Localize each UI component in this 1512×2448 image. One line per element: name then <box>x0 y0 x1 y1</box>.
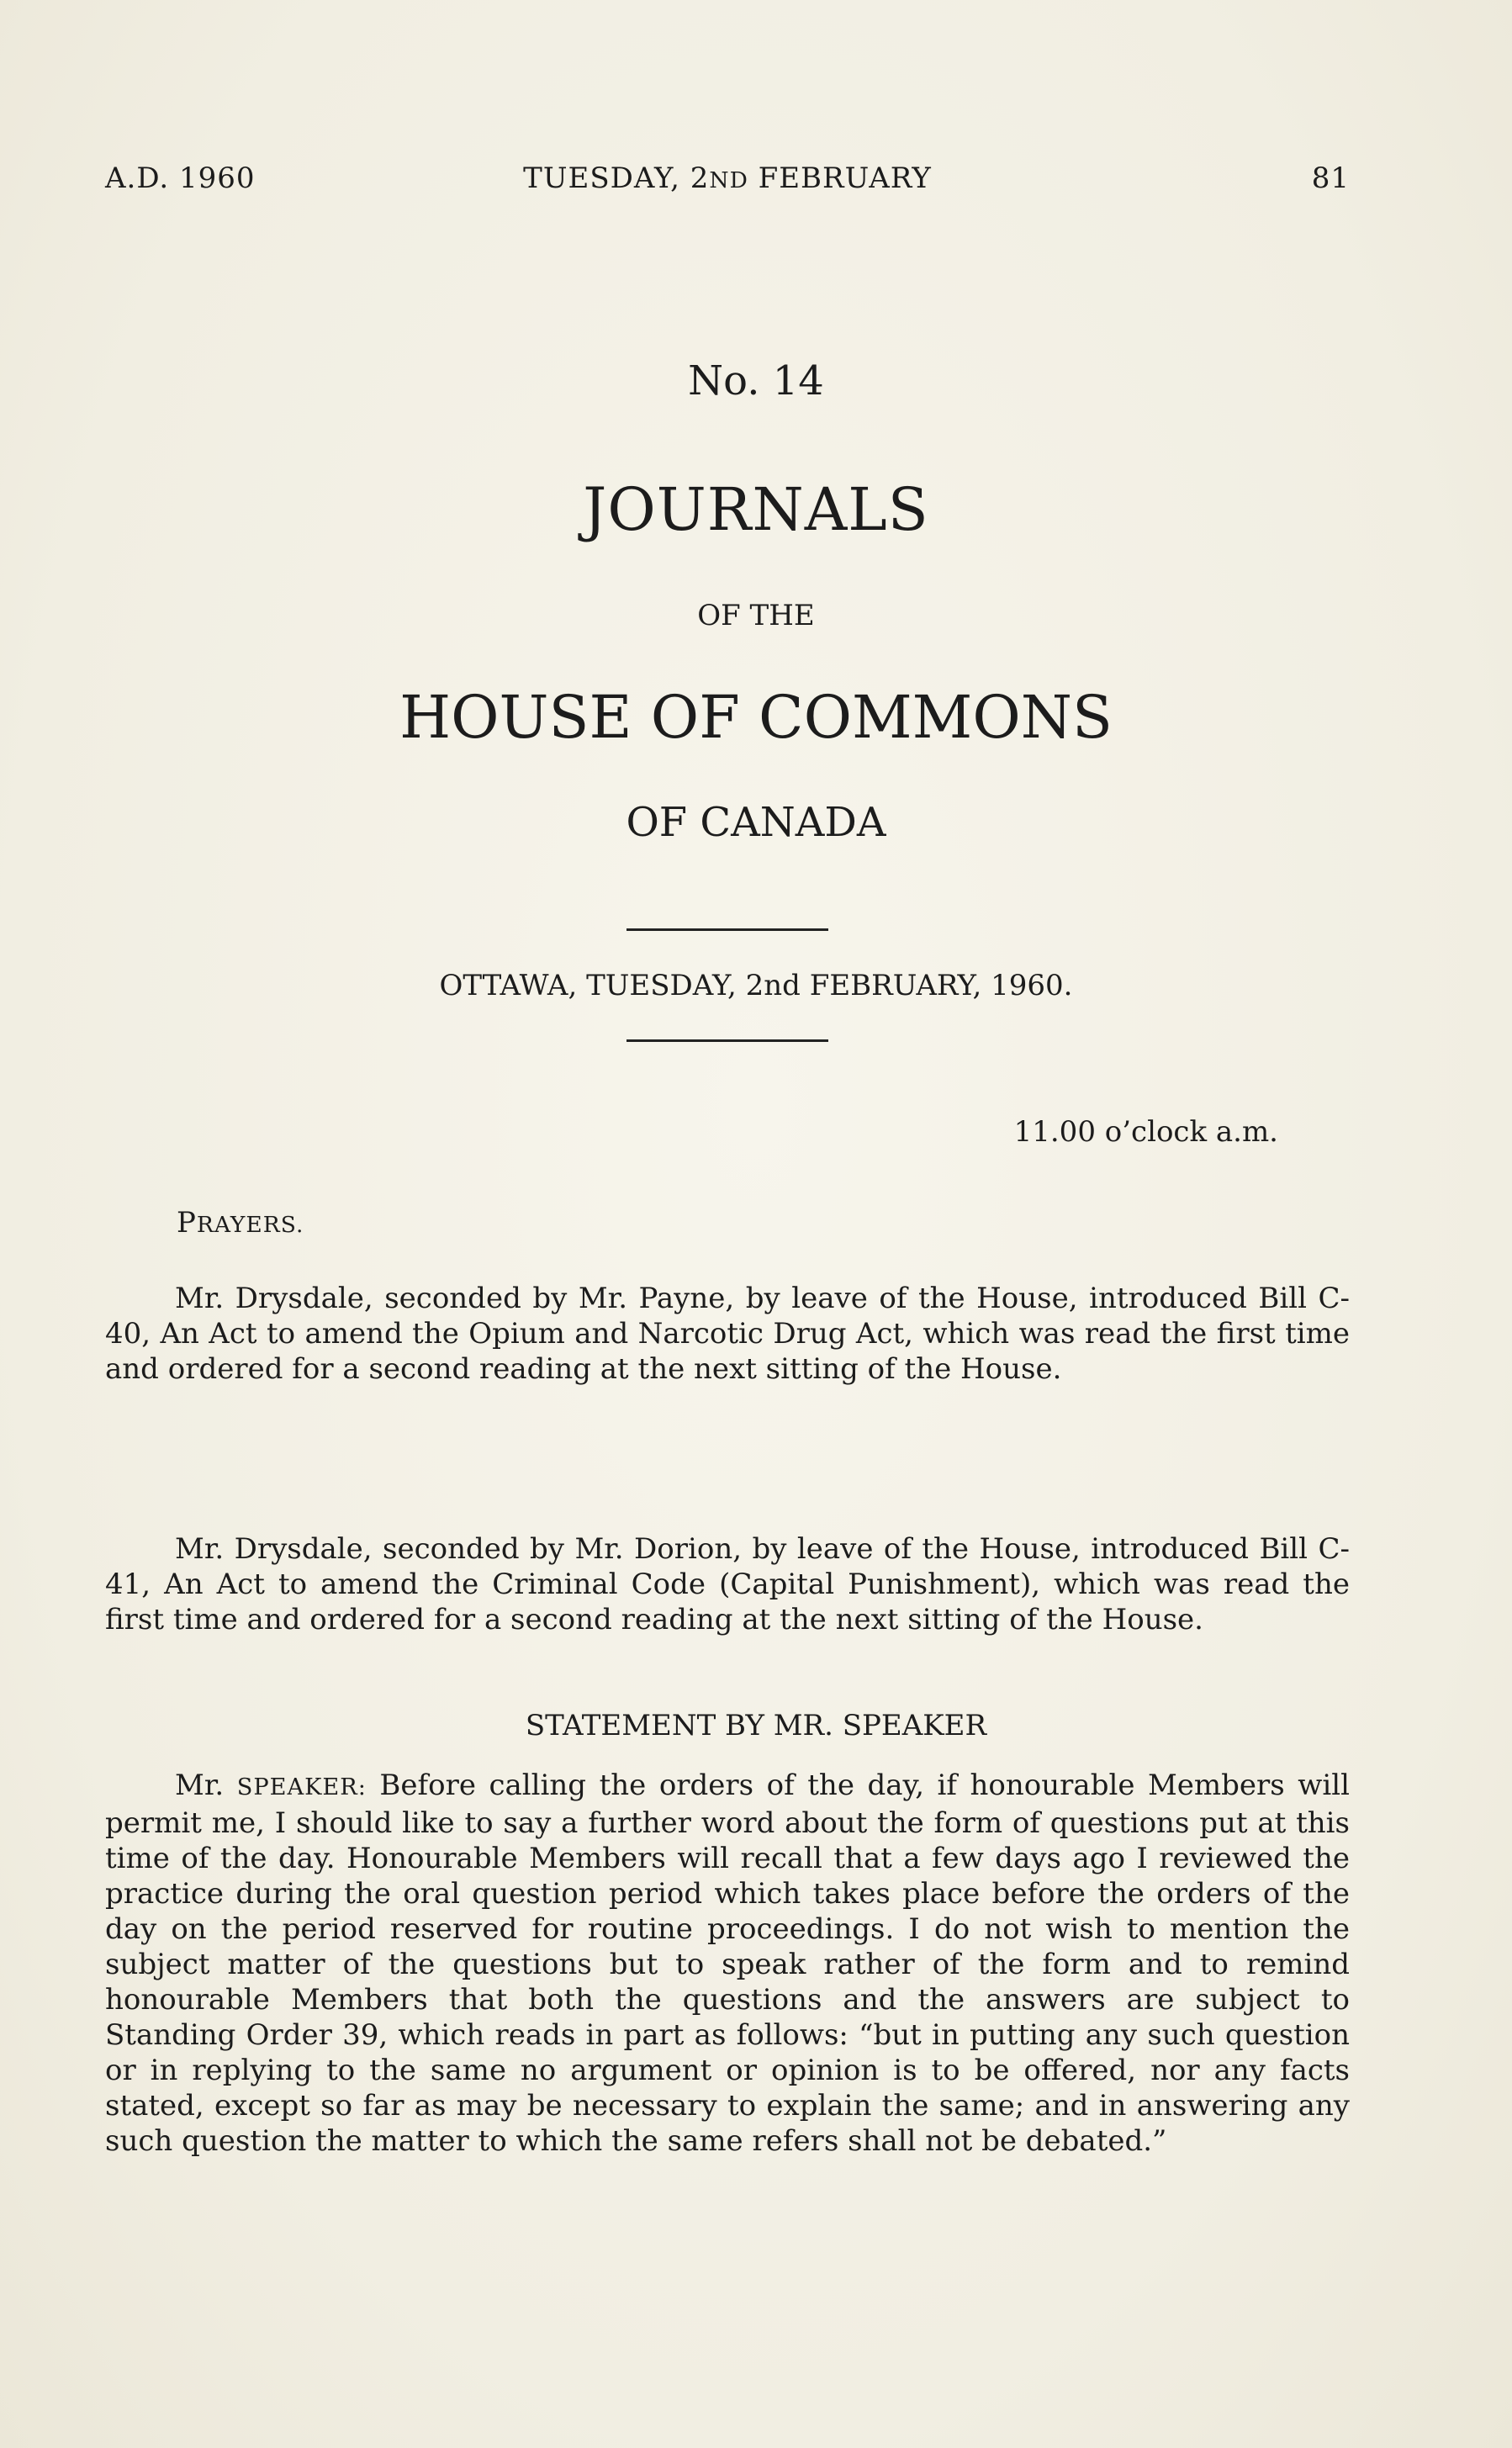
speaker-statement-paragraph <box>105 1768 1350 2159</box>
journals-title: JOURNALS <box>583 475 929 544</box>
running-head-date-ordinal: ND <box>709 167 748 193</box>
sitting-date-line: OTTAWA, TUESDAY, 2nd FEBRUARY, 1960. <box>439 969 1073 1002</box>
divider-rule-top <box>626 928 828 931</box>
speaker-label: SPEAKER: <box>236 1774 367 1800</box>
prayers-heading <box>177 1206 304 1240</box>
speaker-prefix: Mr. <box>175 1769 237 1802</box>
running-head <box>105 161 1350 204</box>
running-head-date-month: FEBRUARY <box>748 161 932 195</box>
page-number: 81 <box>1311 161 1350 195</box>
house-of-commons-title: HOUSE OF COMMONS <box>399 683 1113 752</box>
issue-number: No. 14 <box>688 357 824 404</box>
running-head-year: A.D. 1960 <box>105 161 256 195</box>
divider-rule-bottom <box>626 1039 828 1042</box>
of-the-subtitle: OF THE <box>697 599 815 632</box>
bill-c41-paragraph: Mr. Drysdale, seconded by Mr. Dorion, by leave of the House, introduced Bill C-41, An Act to amend the Criminal Code (Capital Punishment), which was read the first time and ordered for a second reading at the next sitting of the House. <box>105 1532 1350 1636</box>
bill-c40-paragraph: Mr. Drysdale, seconded by Mr. Payne, by leave of the House, introduced Bill C-40, An Act to amend the Opium and Narcotic Drug Act, which was read the first time and ordered for a second reading at the next sitting of the House. <box>105 1282 1350 1386</box>
running-head-date-main: TUESDAY, 2 <box>523 161 710 195</box>
statement-heading: STATEMENT BY MR. SPEAKER <box>525 1709 987 1742</box>
sitting-time: 11.00 o’clock a.m. <box>1013 1115 1278 1149</box>
of-canada-subtitle: OF CANADA <box>626 799 886 846</box>
prayers-text: PRAYERS. <box>177 1206 304 1240</box>
running-head-date <box>105 161 1350 195</box>
speaker-statement-text: Before calling the orders of the day, if honourable Members will permit me, I should like to say a further word about the form of questions put at this time of the day. Honourable Members will recall that a few days ago I reviewed the practice during the oral question period which takes place before the orders of the day on the period reserved for routine proceedings. I do not wish to mention the subject matter of the questions but to speak rather of the form and to remind honourable Members that both the questions and the answers are subject to Standing Order 39, which reads in part as follows: “but in putting any such question or in replying to the same no argument or opinion is to be offered, nor any facts stated, except so far as may be necessary to explain the same; and in answering any such question the matter to which the same refers shall not be debated.” <box>105 1769 1351 2158</box>
